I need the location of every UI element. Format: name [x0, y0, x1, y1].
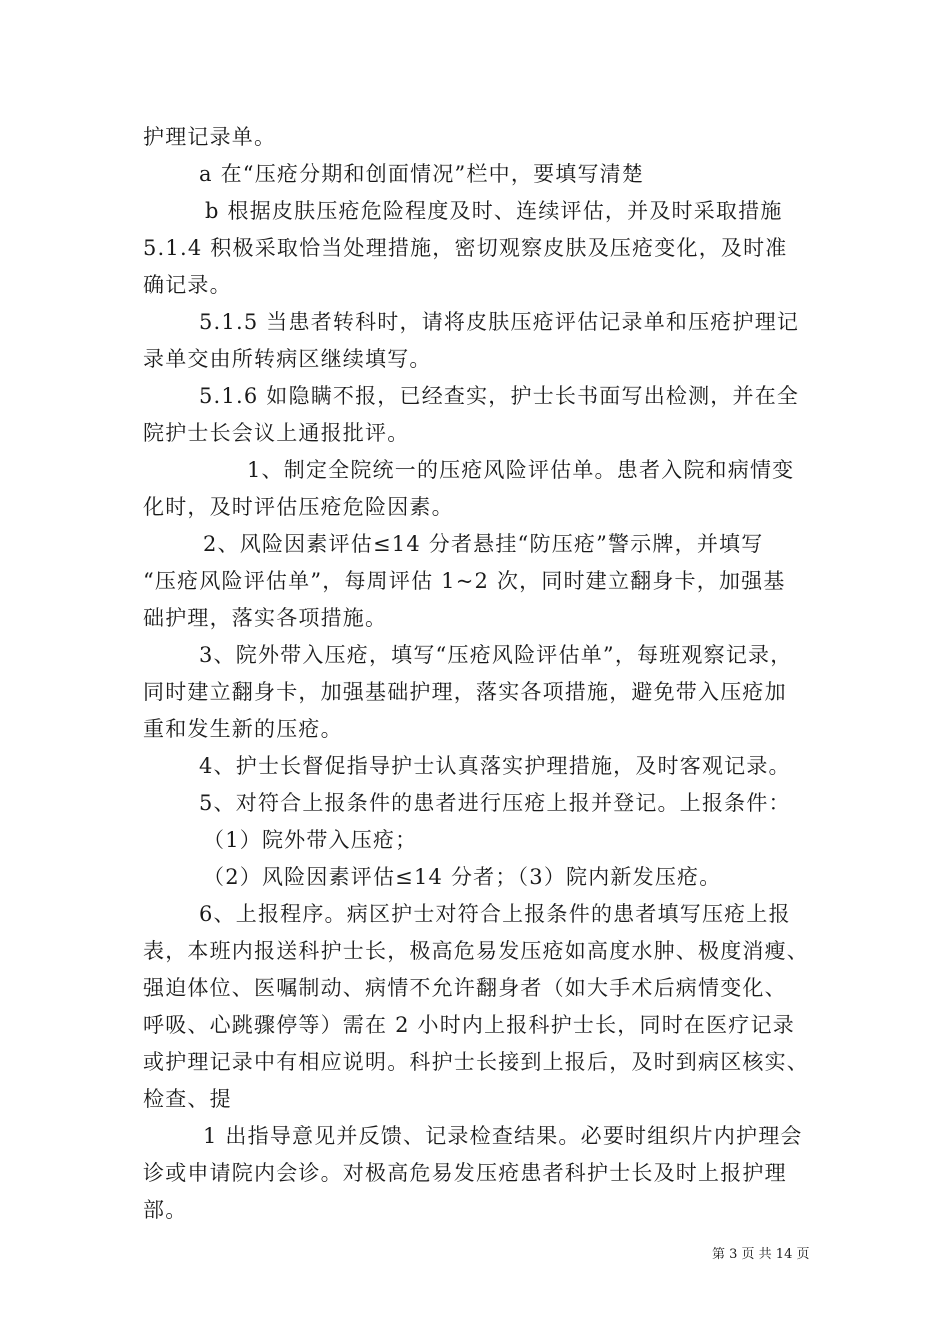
text-line: 同时建立翻身卡，加强基础护理，落实各项措施，避免带入压疮加	[143, 680, 787, 704]
text-line: 呼吸、心跳骤停等）需在 2 小时内上报科护士长，同时在医疗记录	[143, 1013, 795, 1037]
text-line: 础护理，落实各项措施。	[143, 606, 388, 630]
text-line: “压疮风险评估单”，每周评估 1~2 次，同时建立翻身卡，加强基	[143, 569, 786, 593]
text-line: 强迫体位、医嘱制动、病情不允许翻身者（如大手术后病情变化、	[143, 976, 787, 1000]
text-line: 诊或申请院内会诊。对极高危易发压疮患者科护士长及时上报护理	[143, 1161, 787, 1185]
text-line: 部。	[143, 1198, 188, 1222]
text-line: 6、上报程序。病区护士对符合上报条件的患者填写压疮上报	[199, 902, 791, 926]
text-line: 5.1.5 当患者转科时，请将皮肤压疮评估记录单和压疮护理记	[199, 310, 800, 334]
text-line: 化时，及时评估压疮危险因素。	[143, 495, 454, 519]
text-line: a 在“压疮分期和创面情况”栏中，要填写清楚	[199, 162, 645, 186]
text-line: 录单交由所转病区继续填写。	[143, 347, 432, 371]
text-line: （2）风险因素评估≤14 分者；（3）院内新发压疮。	[203, 865, 722, 889]
text-line: 重和发生新的压疮。	[143, 717, 343, 741]
text-line: 或护理记录中有相应说明。科护士长接到上报后，及时到病区核实、	[143, 1050, 809, 1074]
page-number-footer: 第 3 页 共 14 页	[712, 1247, 810, 1262]
text-line: 表，本班内报送科护士长，极高危易发压疮如高度水肿、极度消瘦、	[143, 939, 809, 963]
text-line: 院护士长会议上通报批评。	[143, 421, 410, 445]
text-line: 5.1.4 积极采取恰当处理措施，密切观察皮肤及压疮变化，及时准	[143, 236, 788, 260]
text-line: b 根据皮肤压疮危险程度及时、连续评估，并及时采取措施	[205, 199, 783, 223]
text-line: 3、院外带入压疮，填写“压疮风险评估单”，每班观察记录，	[199, 643, 793, 667]
text-line: 检查、提	[143, 1087, 232, 1111]
text-line: 4、护士长督促指导护士认真落实护理措施，及时客观记录。	[199, 754, 791, 778]
text-line: 确记录。	[143, 273, 232, 297]
text-line: 5.1.6 如隐瞒不报，已经查实，护士长书面写出检测，并在全	[199, 384, 800, 408]
text-line: 1、制定全院统一的压疮风险评估单。患者入院和病情变	[247, 458, 795, 482]
text-line: 2、风险因素评估≤14 分者悬挂“防压疮”警示牌，并填写	[203, 532, 764, 556]
text-line: 1 出指导意见并反馈、记录检查结果。必要时组织片内护理会	[203, 1124, 803, 1148]
text-line: （1）院外带入压疮；	[203, 828, 418, 852]
text-line: 5、对符合上报条件的患者进行压疮上报并登记。上报条件：	[199, 791, 791, 815]
text-line: 护理记录单。	[143, 125, 277, 149]
